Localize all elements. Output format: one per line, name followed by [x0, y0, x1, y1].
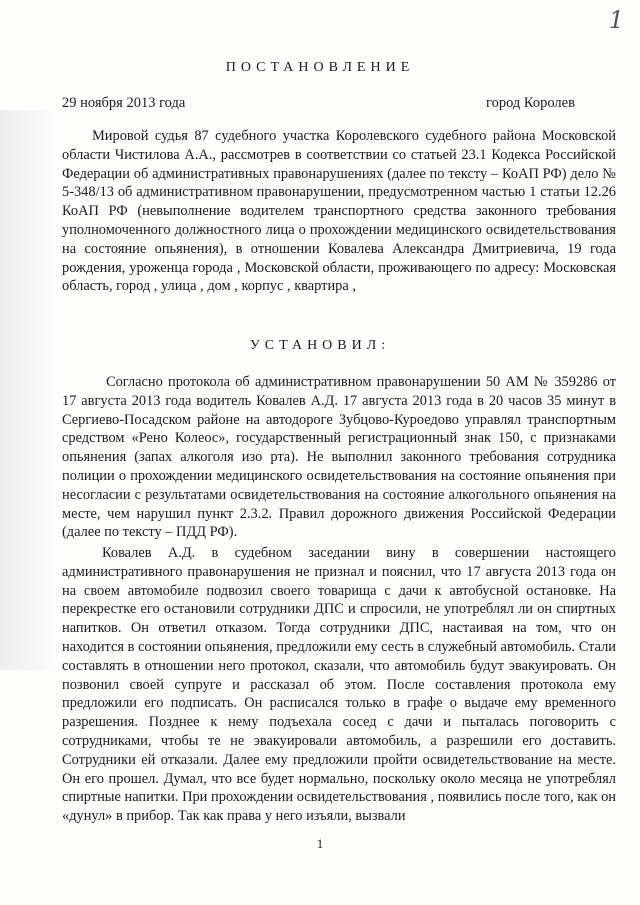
document-date: 29 ноября 2013 года [62, 95, 186, 111]
scan-shadow [0, 110, 58, 670]
established-paragraph: Согласно протокола об административном правонарушении 50 АМ № 359286 от 17 августа 2013 года водитель Ковалев А.Д. 17 августа 2013 года в 20 часов 35 минут в Сергиево-Посадском районе на автодороге Зубцово-Куроедово управлял транспортным средством «Рено Колеос», государственный регистрационный знак 150, с признаками опьянения (запах алкоголя изо рта). Не выполнил законного требования сотрудника полиции о прохождении медицинского освидетельствования на состояние опьянения при несогласии с результатами освидетельствования на состояние алкогольного опьянения на месте, чем нарушил пункт 2.3.2. Правил дорожного движения Российской Федерации (далее по тексту – ПДД РФ). [62, 374, 616, 541]
intro-paragraph: Мировой судья 87 судебного участка Королевского судебного района Московской области Чистилова А.А., рассмотрев в соответствии со статьей 23.1 Кодекса Российской Федерации об административных правонарушениях (далее по тексту – КоАП РФ) дело № 5-348/13 об административном правонарушении, предусмотренном частью 1 статьи 12.26 КоАП РФ (невыполнение водителем транспортного средства законного требования уполномоченного должностного лица о прохождении медицинского освидетельствования на состояние опьянения), в отношении Ковалева Александра Дмитриевича, 19 года рождения, уроженца города , Московской области, проживающего по адресу: Московская область, город , улица , дом , корпус , квартира , [62, 128, 616, 295]
document-city: город Королев [486, 95, 575, 111]
document-title: ПОСТАНОВЛЕНИЕ [225, 60, 415, 75]
page-number: 1 [316, 836, 324, 851]
handwritten-page-mark: 1 [608, 6, 624, 34]
testimony-paragraph: Ковалев А.Д. в судебном заседании вину в совершении настоящего административного правонарушения не признал и пояснил, что 17 августа 2013 года он на своем автомобиле подвозил своего товарища с дачи к автобусной остановке. На перекрестке его остановили сотрудники ДПС и спросили, не употреблял ли он спиртных напитков. Он ответил отказом. Тогда сотрудники ДПС, настаивая на том, что он находится в состоянии опьянения, предложили ему сесть в служебный автомобиль. Стали составлять в отношении него протокол, сказали, что автомобиль будут эвакуировать. Он позвонил своей супруге и рассказал об этом. После составления протокола ему предложили его подписать. Он расписался только в графе о выдаче ему временного разрешения. Позднее к нему подъехала сосед с дачи и пыталась поговорить с сотрудниками, чтобы те не эвакуировали автомобиль, а разрешили его доставить. Сотрудники ей отказали. Далее ему предложили пройти освидетельствование на месте. Он его прошел. Думал, что все будет нормально, поскольку около месяца не употреблял спиртные напитки. При прохождении освидетельствования , появились после того, как он «дунул» в прибор. Так как права у него изъяли, вызвали [62, 545, 616, 825]
section-heading: УСТАНОВИЛ: [249, 338, 391, 353]
